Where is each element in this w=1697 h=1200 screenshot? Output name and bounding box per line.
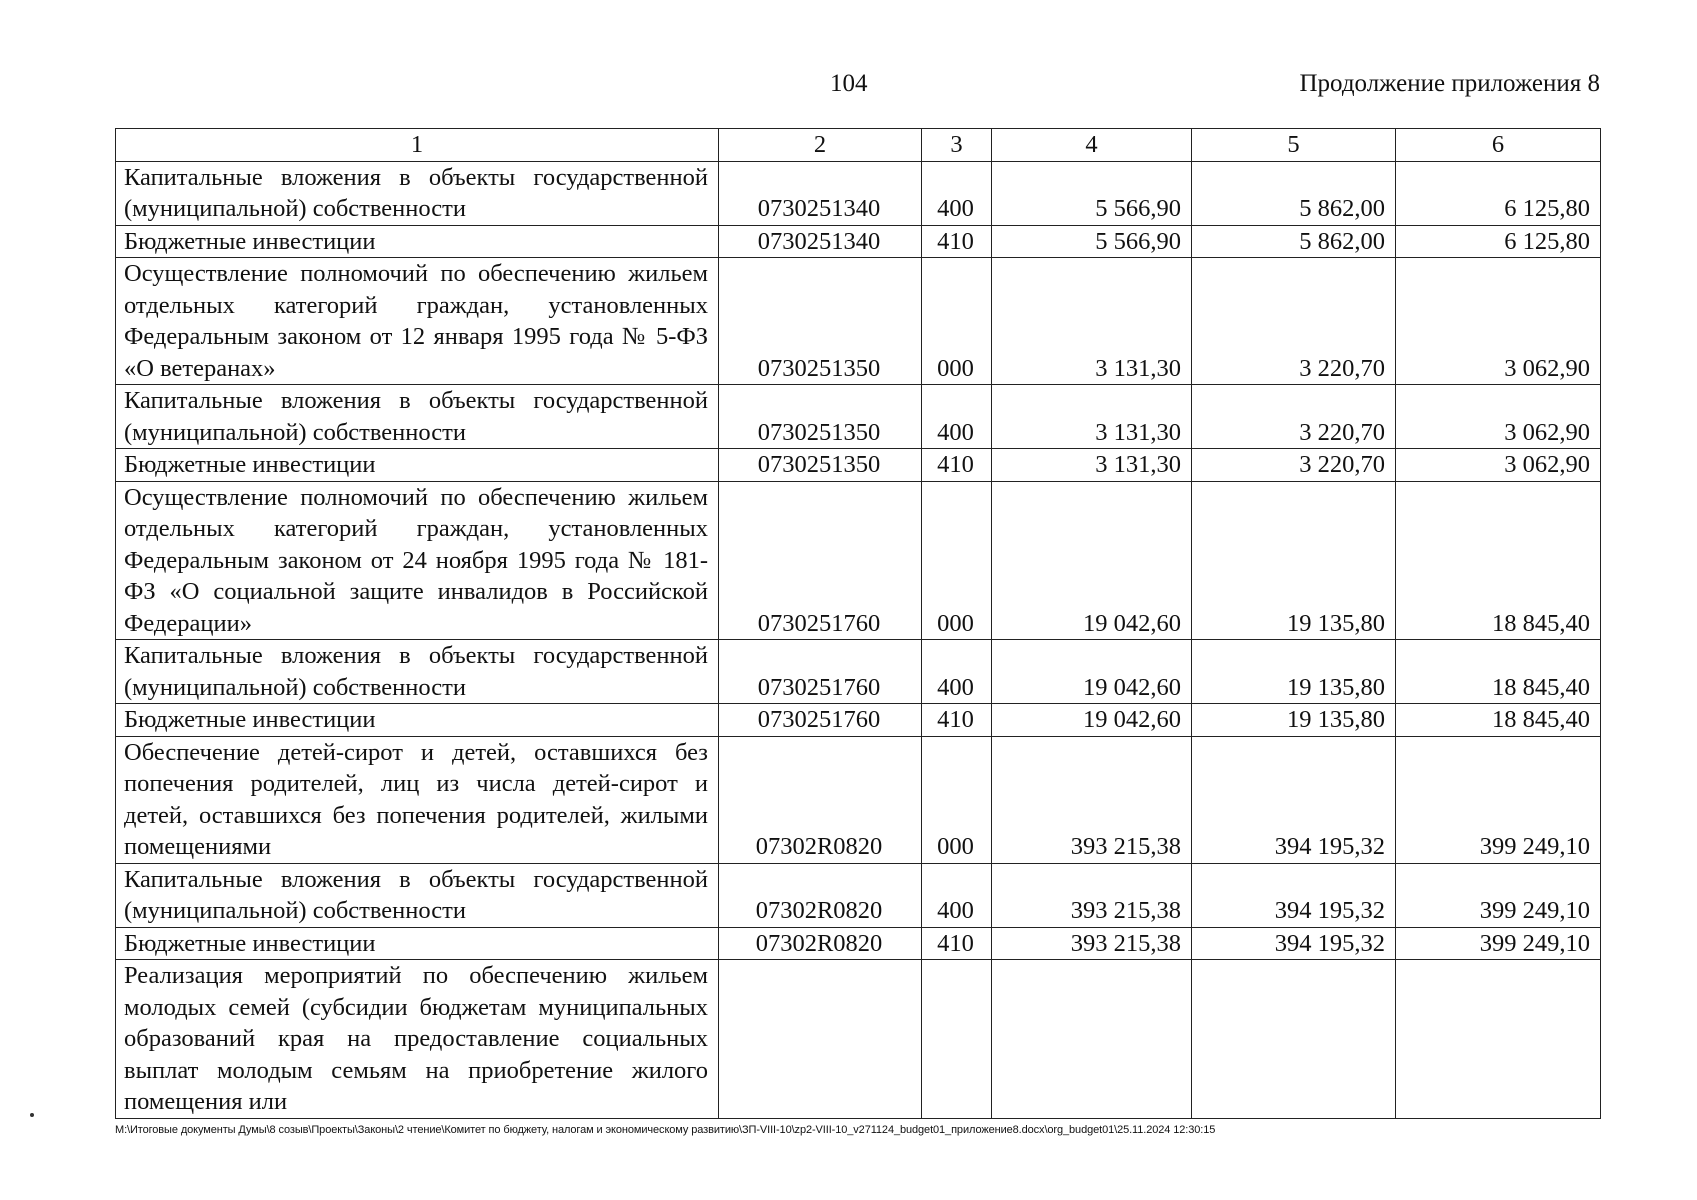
row-name: Капитальные вложения в объекты государственной (муниципальной) собственности [116,863,719,927]
expense-type-code: 400 [922,640,992,704]
target-article-code: 0730251340 [719,161,922,225]
target-article-code: 0730251340 [719,225,922,258]
table-row [116,481,1601,640]
amount-col4: 19 042,60 [992,640,1192,704]
target-article-code: 07302R0820 [719,927,922,960]
amount-col6: 18 845,40 [1396,704,1601,737]
amount-col5: 394 195,32 [1192,863,1396,927]
amount-col6: 399 249,10 [1396,863,1601,927]
header-row [116,129,1601,162]
amount-col6: 6 125,80 [1396,225,1601,258]
amount-col6: 399 249,10 [1396,927,1601,960]
amount-col4: 3 131,30 [992,385,1192,449]
amount-col5: 3 220,70 [1192,258,1396,385]
file-path-footer: M:\Итоговые документы Думы\8 созыв\Проекты\Законы\2 чтение\Комитет по бюджету, налогам и экономическому развитию\ЗП-VIII-10\zp2-VIII-10_v271124_budget01_приложение8.docx\org_budget01\25.11.2024 12:30:15 [115,1124,1216,1136]
expense-type-code [922,960,992,1119]
column-header: 6 [1396,129,1601,162]
row-name: Осуществление полномочий по обеспечению жильем отдельных категорий граждан, установленных Федеральным законом от 12 января 1995 года № 5-ФЗ «О ветеранах» [116,258,719,385]
expense-type-code: 410 [922,225,992,258]
row-name: Обеспечение детей-сирот и детей, оставшихся без попечения родителей, лиц из числа детей-сирот и детей, оставшихся без попечения родителей, жилыми помещениями [116,736,719,863]
amount-col6: 3 062,90 [1396,258,1601,385]
row-name: Реализация мероприятий по обеспечению жильем молодых семей (субсидии бюджетам муниципальных образований края на предоставление социальных выплат молодым семьям на приобретение жилого помещения или [116,960,719,1119]
amount-col6: 399 249,10 [1396,736,1601,863]
table-row [116,258,1601,385]
table-row [116,449,1601,482]
expense-type-code: 410 [922,927,992,960]
amount-col5: 19 135,80 [1192,640,1396,704]
row-name: Бюджетные инвестиции [116,449,719,482]
expense-type-code: 400 [922,161,992,225]
amount-col4: 5 566,90 [992,225,1192,258]
amount-col6: 18 845,40 [1396,640,1601,704]
row-name: Бюджетные инвестиции [116,225,719,258]
target-article-code: 07302R0820 [719,736,922,863]
column-header: 5 [1192,129,1396,162]
budget-table [115,128,1601,1119]
expense-type-code: 400 [922,863,992,927]
table-row [116,161,1601,225]
table-row [116,960,1601,1119]
table-row [116,927,1601,960]
table-row [116,640,1601,704]
page-number: 104 [830,70,868,97]
target-article-code: 07302R0820 [719,863,922,927]
row-name: Бюджетные инвестиции [116,704,719,737]
amount-col6: 6 125,80 [1396,161,1601,225]
row-name: Капитальные вложения в объекты государственной (муниципальной) собственности [116,385,719,449]
column-header: 4 [992,129,1192,162]
target-article-code: 0730251760 [719,481,922,640]
expense-type-code: 410 [922,449,992,482]
target-article-code [719,960,922,1119]
continuation-label: Продолжение приложения 8 [1299,70,1600,97]
amount-col4: 3 131,30 [992,258,1192,385]
expense-type-code: 000 [922,258,992,385]
amount-col6 [1396,960,1601,1119]
amount-col4: 393 215,38 [992,927,1192,960]
target-article-code: 0730251350 [719,449,922,482]
expense-type-code: 000 [922,736,992,863]
table-row [116,863,1601,927]
column-header: 3 [922,129,992,162]
expense-type-code: 400 [922,385,992,449]
amount-col4 [992,960,1192,1119]
amount-col5: 394 195,32 [1192,736,1396,863]
amount-col6: 3 062,90 [1396,449,1601,482]
amount-col5: 394 195,32 [1192,927,1396,960]
column-header: 1 [116,129,719,162]
amount-col4: 19 042,60 [992,481,1192,640]
amount-col5: 19 135,80 [1192,704,1396,737]
row-name: Бюджетные инвестиции [116,927,719,960]
amount-col5: 5 862,00 [1192,225,1396,258]
expense-type-code: 000 [922,481,992,640]
scan-mark [30,1113,34,1117]
amount-col6: 3 062,90 [1396,385,1601,449]
row-name: Осуществление полномочий по обеспечению жильем отдельных категорий граждан, установленных Федеральным законом от 24 ноября 1995 года № 181-ФЗ «О социальной защите инвалидов в Российской Федерации» [116,481,719,640]
amount-col5: 5 862,00 [1192,161,1396,225]
amount-col5 [1192,960,1396,1119]
target-article-code: 0730251350 [719,258,922,385]
amount-col5: 3 220,70 [1192,385,1396,449]
amount-col4: 393 215,38 [992,863,1192,927]
table-row [116,385,1601,449]
amount-col4: 5 566,90 [992,161,1192,225]
amount-col4: 393 215,38 [992,736,1192,863]
target-article-code: 0730251760 [719,704,922,737]
row-name: Капитальные вложения в объекты государственной (муниципальной) собственности [116,640,719,704]
row-name: Капитальные вложения в объекты государственной (муниципальной) собственности [116,161,719,225]
amount-col6: 18 845,40 [1396,481,1601,640]
table-row [116,736,1601,863]
table-row [116,225,1601,258]
amount-col5: 19 135,80 [1192,481,1396,640]
expense-type-code: 410 [922,704,992,737]
amount-col4: 19 042,60 [992,704,1192,737]
table-row [116,704,1601,737]
amount-col5: 3 220,70 [1192,449,1396,482]
target-article-code: 0730251350 [719,385,922,449]
column-header: 2 [719,129,922,162]
target-article-code: 0730251760 [719,640,922,704]
amount-col4: 3 131,30 [992,449,1192,482]
